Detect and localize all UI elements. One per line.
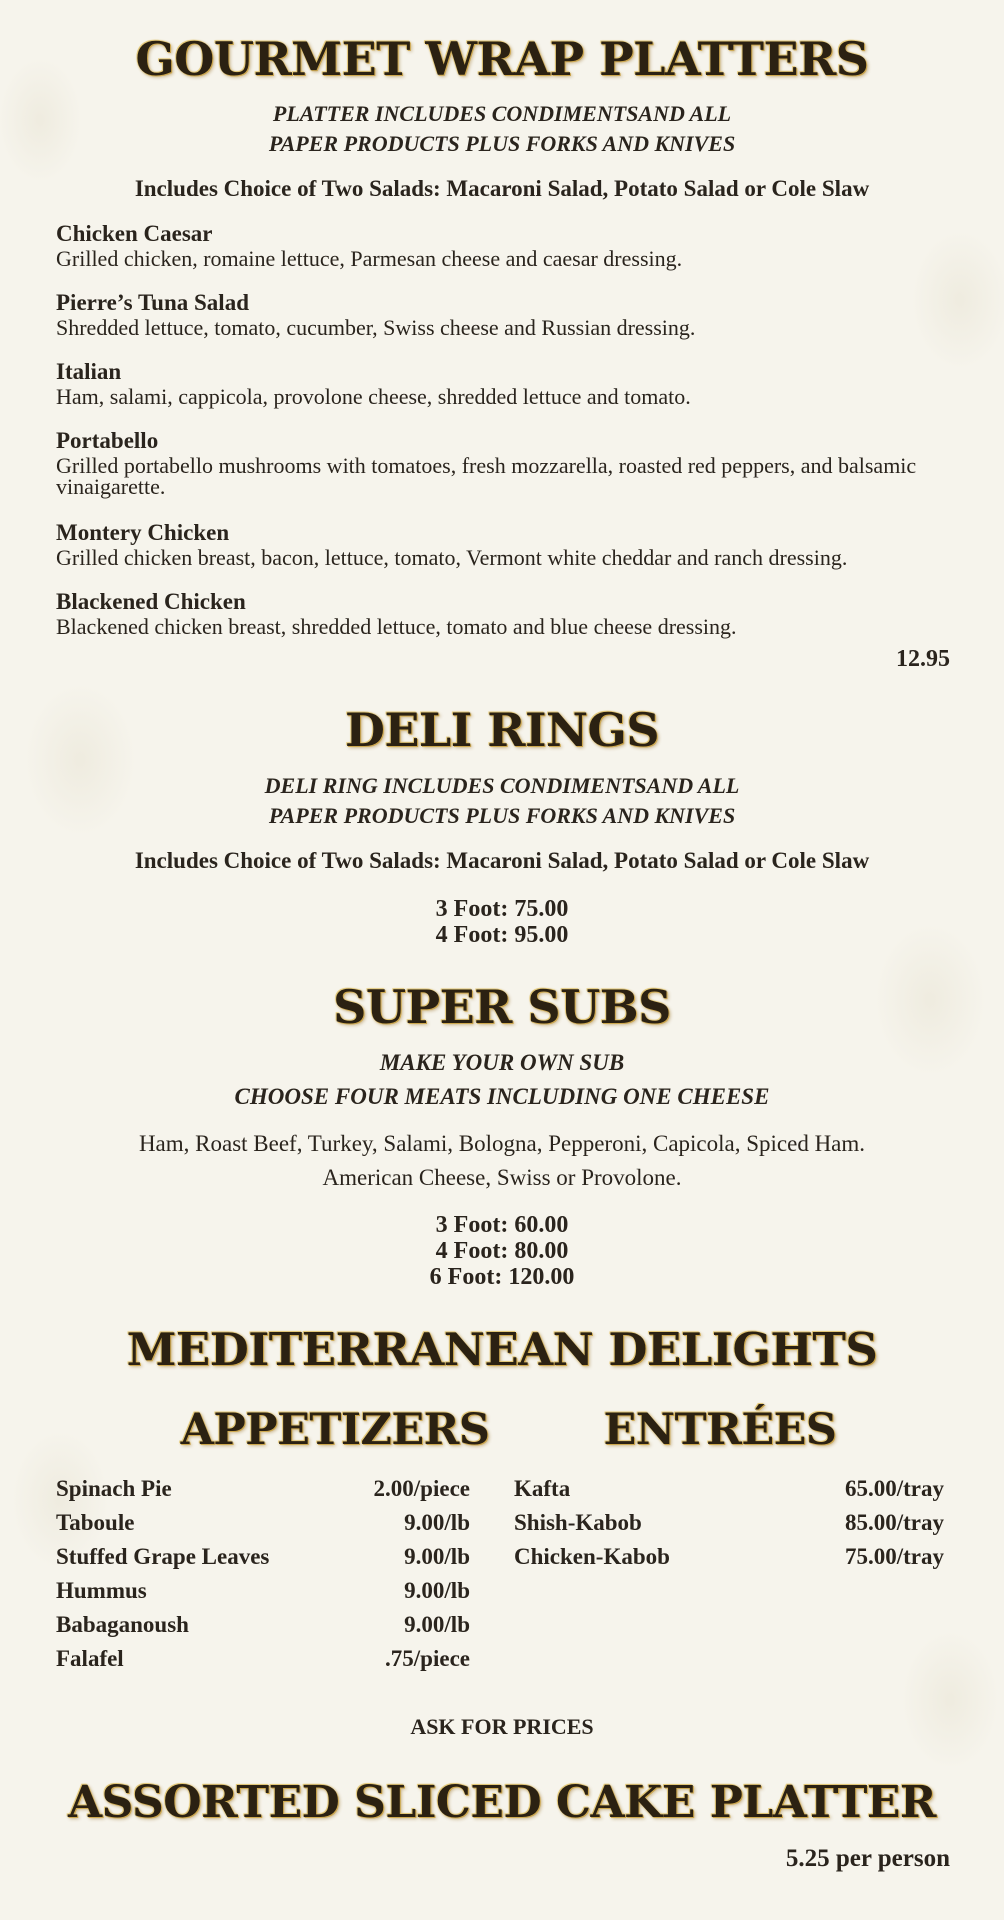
appetizer-name: Hummus: [56, 1578, 147, 1603]
wrap-item-desc: Grilled chicken, romaine lettuce, Parmesan cheese and caesar dressing.: [56, 246, 683, 271]
wraps-subtitle-line2: PAPER PRODUCTS PLUS FORKS AND KNIVES: [268, 131, 736, 156]
entree-row: [514, 1476, 944, 1510]
wrap-item-desc: Shredded lettuce, tomato, cucumber, Swiss cheese and Russian dressing.: [56, 315, 696, 340]
super-subs-price: 6 Foot: 120.00: [429, 1264, 575, 1290]
deli-rings-salads-note: Includes Choice of Two Salads: Macaroni Salad, Potato Salad or Cole Slaw: [134, 848, 870, 873]
super-subs-meats-line1: Ham, Roast Beef, Turkey, Salami, Bologna, Pepperoni, Capicola, Spiced Ham.: [138, 1131, 866, 1156]
appetizer-row: [56, 1578, 470, 1612]
appetizer-price: 2.00/piece: [373, 1476, 470, 1501]
appetizer-price: 9.00/lb: [404, 1578, 470, 1603]
deli-rings-subtitle-line1: DELI RING INCLUDES CONDIMENTSAND ALL: [264, 773, 740, 798]
appetizer-price: 9.00/lb: [404, 1510, 470, 1535]
wrap-item-desc: Blackened chicken breast, shredded lettuce, tomato and blue cheese dressing.: [56, 614, 737, 639]
appetizer-name: Taboule: [56, 1510, 135, 1535]
appetizer-price: 9.00/lb: [404, 1544, 470, 1569]
wraps-price: 12.95: [896, 646, 950, 672]
super-subs-subtitle-line2: CHOOSE FOUR MEATS INCLUDING ONE CHEESE: [234, 1084, 770, 1109]
appetizer-row: [56, 1544, 470, 1578]
wrap-item-desc: Grilled chicken breast, bacon, lettuce, tomato, Vermont white cheddar and ranch dressing.: [56, 545, 848, 570]
entree-price: 65.00/tray: [844, 1476, 944, 1501]
mediterranean-title: MEDITERRANEAN DELIGHTS: [126, 1323, 878, 1376]
super-subs-price: 4 Foot: 80.00: [435, 1238, 569, 1264]
wrap-item-desc: Grilled portabello mushrooms with tomatoes, fresh mozzarella, roasted red peppers, and balsamic vinaigarette.: [56, 453, 917, 499]
entree-price: 75.00/tray: [844, 1544, 944, 1569]
cake-title: ASSORTED SLICED CAKE PLATTER: [68, 1777, 936, 1828]
deli-rings-price: 4 Foot: 95.00: [435, 922, 569, 948]
appetizer-price: 9.00/lb: [404, 1612, 470, 1637]
wrap-item-name: Montery Chicken: [56, 520, 230, 545]
appetizer-row: [56, 1646, 470, 1680]
wrap-item-name: Italian: [56, 359, 122, 384]
entrees-title: ENTRÉES: [603, 1405, 837, 1455]
entree-price: 85.00/tray: [844, 1510, 944, 1535]
appetizers-title: APPETIZERS: [180, 1405, 490, 1455]
entree-name: Kafta: [514, 1476, 571, 1501]
deli-rings-title: DELI RINGS: [344, 703, 660, 757]
appetizer-price: .75/piece: [385, 1646, 470, 1671]
appetizer-name: Stuffed Grape Leaves: [56, 1544, 270, 1569]
super-subs-subtitle-line1: MAKE YOUR OWN SUB: [379, 1050, 625, 1075]
appetizer-name: Babaganoush: [56, 1612, 189, 1637]
entree-name: Chicken-Kabob: [514, 1544, 670, 1569]
wrap-item-name: Portabello: [56, 428, 159, 453]
entree-row: [514, 1510, 944, 1544]
appetizer-row: [56, 1510, 470, 1544]
appetizer-name: Spinach Pie: [56, 1476, 172, 1501]
super-subs-meats-line2: American Cheese, Swiss or Provolone.: [322, 1165, 682, 1190]
wrap-item-name: Chicken Caesar: [56, 221, 213, 246]
wraps-title: GOURMET WRAP PLATTERS: [135, 32, 869, 86]
entree-name: Shish-Kabob: [514, 1510, 642, 1535]
wrap-item-name: Blackened Chicken: [56, 589, 246, 614]
wrap-item-desc: Ham, salami, cappicola, provolone cheese, shredded lettuce and tomato.: [56, 384, 691, 409]
super-subs-title: SUPER SUBS: [333, 980, 671, 1034]
deli-rings-subtitle-line2: PAPER PRODUCTS PLUS FORKS AND KNIVES: [268, 803, 736, 828]
super-subs-price: 3 Foot: 60.00: [435, 1212, 569, 1238]
ask-for-prices-note: ASK FOR PRICES: [410, 1714, 594, 1739]
deli-rings-price: 3 Foot: 75.00: [435, 896, 569, 922]
wraps-salads-note: Includes Choice of Two Salads: Macaroni Salad, Potato Salad or Cole Slaw: [134, 176, 870, 201]
wrap-item-name: Pierre’s Tuna Salad: [56, 290, 249, 315]
appetizer-name: Falafel: [56, 1646, 124, 1671]
appetizer-row: [56, 1612, 470, 1646]
appetizer-row: [56, 1476, 470, 1510]
cake-price: 5.25 per person: [785, 1845, 950, 1872]
entree-row: [514, 1544, 944, 1578]
wraps-subtitle-line1: PLATTER INCLUDES CONDIMENTSAND ALL: [272, 101, 732, 126]
